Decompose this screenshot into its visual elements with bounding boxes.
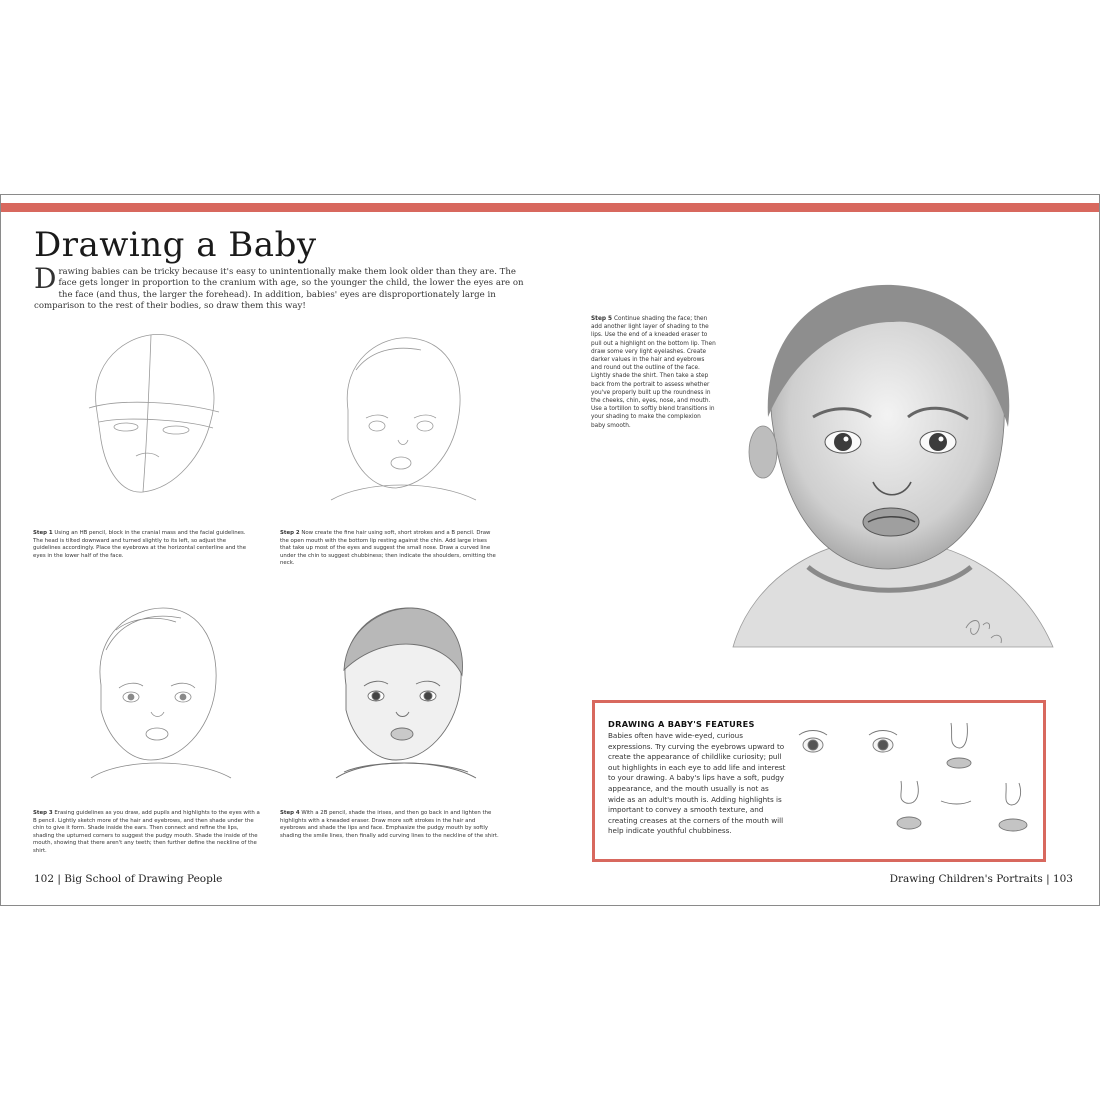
step5-portrait <box>713 277 1063 657</box>
step4-label: Step 4 <box>280 810 300 816</box>
step4-text: With a 2B pencil, shade the irises, and then go back in and lighten the highlights with a kneaded eraser. Draw more soft strokes in the hair and eyebrows and shade the lips and face. Emphasize the pudgy mouth by softly shading the smile lines, then finally add curving lines to the neckline of the shirt. <box>280 810 499 839</box>
intro-text: rawing babies can be tricky because it's easy to unintentionally make them look older than they are. The face gets longer in proportion to the cranium with age, so the younger the child, the lower the eyes are on the face (and thus, the larger the forehead). In addition, babies' eyes are disproportionately large in comparison to the rest of their bodies, so draw them this way! <box>34 267 524 312</box>
footer-right: Drawing Children's Portraits | 103 <box>889 873 1073 885</box>
step5-label: Step 5 <box>591 316 613 322</box>
step1-text: Using an HB pencil, block in the cranial mass and the facial guidelines. The head is tilted downward and turned slightly to its left, so adjust the guidelines accordingly. Place the eyebrows at the horizontal centerline and the eyes in the lower half of the face. <box>33 530 247 559</box>
intro-dropcap: D <box>34 262 57 295</box>
features-title: DRAWING A BABY'S FEATURES <box>608 719 755 729</box>
features-illustrations <box>791 713 1031 853</box>
features-text: Babies often have wide-eyed, curious expressions. Try curving the eyebrows upward to create the appearance of childlike curiosity; pull out highlights in each eye to add life and interest to your drawing. A baby's lips have a soft, pudgy appearance, and the mouth usually is not as wide as an adult's mouth is. Adding highlights is important to convey a smooth texture, and creating creases at the corners of the mouth will help indicate youthful chubbiness. <box>608 731 786 836</box>
book-spread <box>0 194 1100 906</box>
step3-caption <box>33 810 261 856</box>
page-title: Drawing a Baby <box>34 225 317 265</box>
step2-sketch <box>326 330 486 505</box>
step5-text: Continue shading the face; then add another light layer of shading to the lips. Use the end of a kneaded eraser to pull out a highlight on the bottom lip. Then draw some very light eyelashes. Create darker values in the hair and eyebrows and round out the outline of the face. Lightly shade the shirt. Then take a step back from the portrait to assess whether you've properly built up the roundness in the cheeks, chin, eyes, nose, and mouth. Use a tortillon to softly blend transitions in your shading to make the complexion baby smooth. <box>591 316 716 429</box>
step4-sketch <box>326 600 486 780</box>
step1-sketch <box>81 330 231 505</box>
top-accent-bar <box>1 203 1099 212</box>
step1-caption <box>33 530 251 560</box>
step2-label: Step 2 <box>280 530 300 536</box>
footer-left: 102 | Big School of Drawing People <box>34 873 223 885</box>
step3-label: Step 3 <box>33 810 53 816</box>
intro-paragraph <box>34 262 524 313</box>
step4-caption <box>280 810 502 840</box>
step1-label: Step 1 <box>33 530 53 536</box>
step2-caption <box>280 530 498 568</box>
step2-text: Now create the fine hair using soft, short strokes and a B pencil. Draw the open mouth with the bottom lip resting against the chin. Add large irises that take up most of the eyes and suggest the small nose. Draw a curved line under the chin to suggest chubbiness; then indicate the shoulders, omitting the neck. <box>280 530 496 567</box>
artist-signature <box>961 613 1011 653</box>
features-sidebar <box>592 700 1046 862</box>
step5-caption <box>591 315 716 430</box>
step3-text: Erasing guidelines as you draw, add pupils and highlights to the eyes with a B pencil. Lightly sketch more of the hair and eyebrows, and then shade under the chin to give it form. Shade inside the ears. Then connect and refine the lips, shading the upturned corners to suggest the pudgy mouth. Shade the inside of the mouth, showing that there aren't any teeth; then further define the neckline of the shirt. <box>33 810 260 854</box>
step3-sketch <box>81 600 241 780</box>
